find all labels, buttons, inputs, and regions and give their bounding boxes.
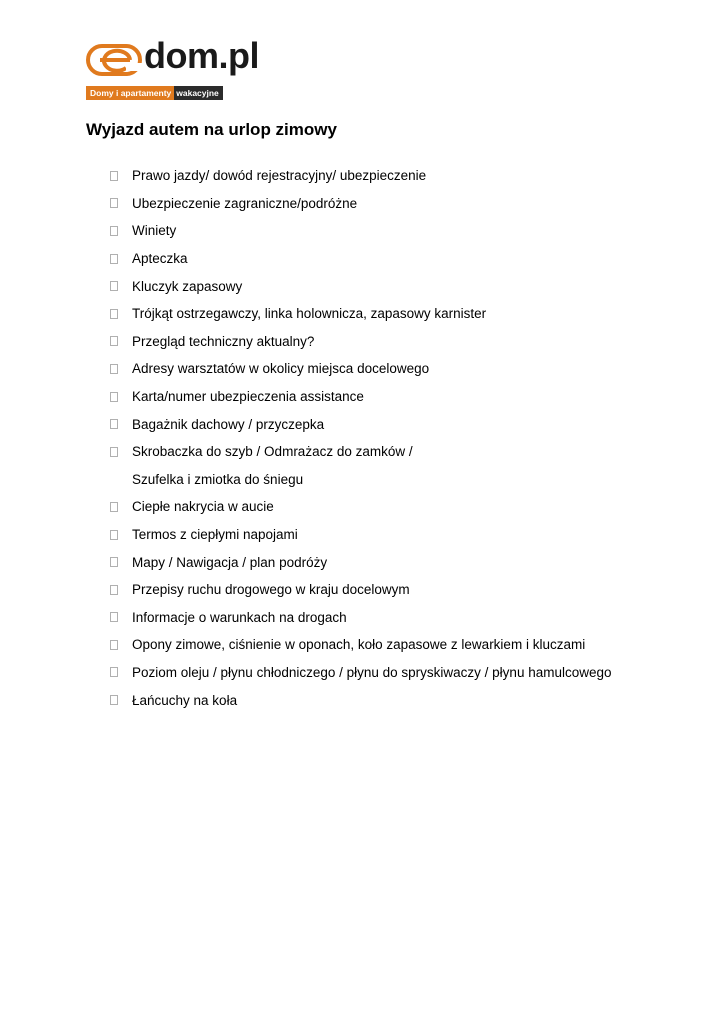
- checkbox-icon: [110, 612, 118, 622]
- indent-spacer: [110, 474, 118, 484]
- checkbox-icon: [110, 667, 118, 677]
- checkbox-icon: [110, 171, 118, 181]
- checklist-item: [108, 493, 668, 521]
- checklist-item-label: Adresy warsztatów w okolicy miejsca docelowego: [132, 361, 430, 377]
- checklist-item-label: Bagażnik dachowy / przyczepka: [132, 416, 325, 432]
- checklist-item: [108, 548, 668, 576]
- checklist-item-label: Trójkąt ostrzegawczy, linka holownicza, zapasowy karnister: [132, 306, 487, 322]
- checklist-item-label: Ciepłe nakrycia w aucie: [132, 499, 274, 515]
- checklist-item: [108, 217, 668, 245]
- e-logo-icon: [86, 44, 142, 76]
- checklist-item-label: Ubezpieczenie zagraniczne/podróżne: [132, 195, 358, 211]
- checklist-item-label: Termos z ciepłymi napojami: [132, 527, 298, 543]
- checklist-item-label: Opony zimowe, ciśnienie w oponach, koło zapasowe z lewarkiem i kluczami: [132, 637, 586, 653]
- checkbox-icon: [110, 530, 118, 540]
- checklist-item: [108, 272, 668, 300]
- checklist-item: [108, 410, 668, 438]
- checklist-item: [108, 328, 668, 356]
- checklist-item: [108, 604, 668, 632]
- page-title: Wyjazd autem na urlop zimowy: [86, 120, 337, 139]
- logo-tagline: [86, 86, 223, 100]
- checklist-item: [108, 521, 668, 549]
- edom-logo: [86, 35, 262, 102]
- checklist-item-label: Winiety: [132, 223, 177, 239]
- checklist-item: [108, 466, 668, 494]
- checklist-item-label: Kluczyk zapasowy: [132, 278, 243, 294]
- checklist-item-label: Szufelka i zmiotka do śniegu: [132, 471, 304, 487]
- checkbox-icon: [110, 502, 118, 512]
- checklist-item: [108, 162, 668, 190]
- checklist-item-label: Przepisy ruchu drogowego w kraju docelowym: [132, 582, 410, 598]
- checkbox-icon: [110, 336, 118, 346]
- checklist-item-label: Łańcuchy na koła: [132, 692, 238, 708]
- checkbox-icon: [110, 419, 118, 429]
- logo-wordmark: dom.pl: [144, 35, 259, 76]
- checklist-item: [108, 576, 668, 604]
- checklist-item: [108, 438, 668, 466]
- checkbox-icon: [110, 226, 118, 236]
- checklist-item: [108, 659, 668, 687]
- checkbox-icon: [110, 254, 118, 264]
- checkbox-icon: [110, 309, 118, 319]
- checkbox-icon: [110, 557, 118, 567]
- checkbox-icon: [110, 392, 118, 402]
- logo-tagline-left: Domy i apartamenty: [86, 86, 174, 100]
- checklist-item: [108, 686, 668, 714]
- checkbox-icon: [110, 447, 118, 457]
- checklist-item-label: Apteczka: [132, 251, 188, 267]
- checklist-item-label: Prawo jazdy/ dowód rejestracyjny/ ubezpieczenie: [132, 168, 427, 184]
- checkbox-icon: [110, 695, 118, 705]
- checkbox-icon: [110, 281, 118, 291]
- checkbox-icon: [110, 198, 118, 208]
- checklist-item: [108, 383, 668, 411]
- checklist-item-label: Przegląd techniczny aktualny?: [132, 333, 315, 349]
- checklist-item-label: Informacje o warunkach na drogach: [132, 609, 347, 625]
- checkbox-icon: [110, 640, 118, 650]
- logo-tagline-right: wakacyjne: [174, 86, 223, 100]
- checklist-item-label: Skrobaczka do szyb / Odmrażacz do zamków /: [132, 444, 413, 460]
- checklist-item: [108, 245, 668, 273]
- checklist: [108, 162, 668, 714]
- checkbox-icon: [110, 585, 118, 595]
- checklist-item: [108, 190, 668, 218]
- checklist-item-label: Karta/numer ubezpieczenia assistance: [132, 389, 364, 405]
- checklist-item-label: Mapy / Nawigacja / plan podróży: [132, 554, 328, 570]
- checkbox-icon: [110, 364, 118, 374]
- checklist-item: [108, 300, 668, 328]
- checklist-item: [108, 355, 668, 383]
- checklist-item-label: Poziom oleju / płynu chłodniczego / płynu do spryskiwaczy / płynu hamulcowego: [132, 664, 612, 680]
- checklist-item: [108, 631, 668, 659]
